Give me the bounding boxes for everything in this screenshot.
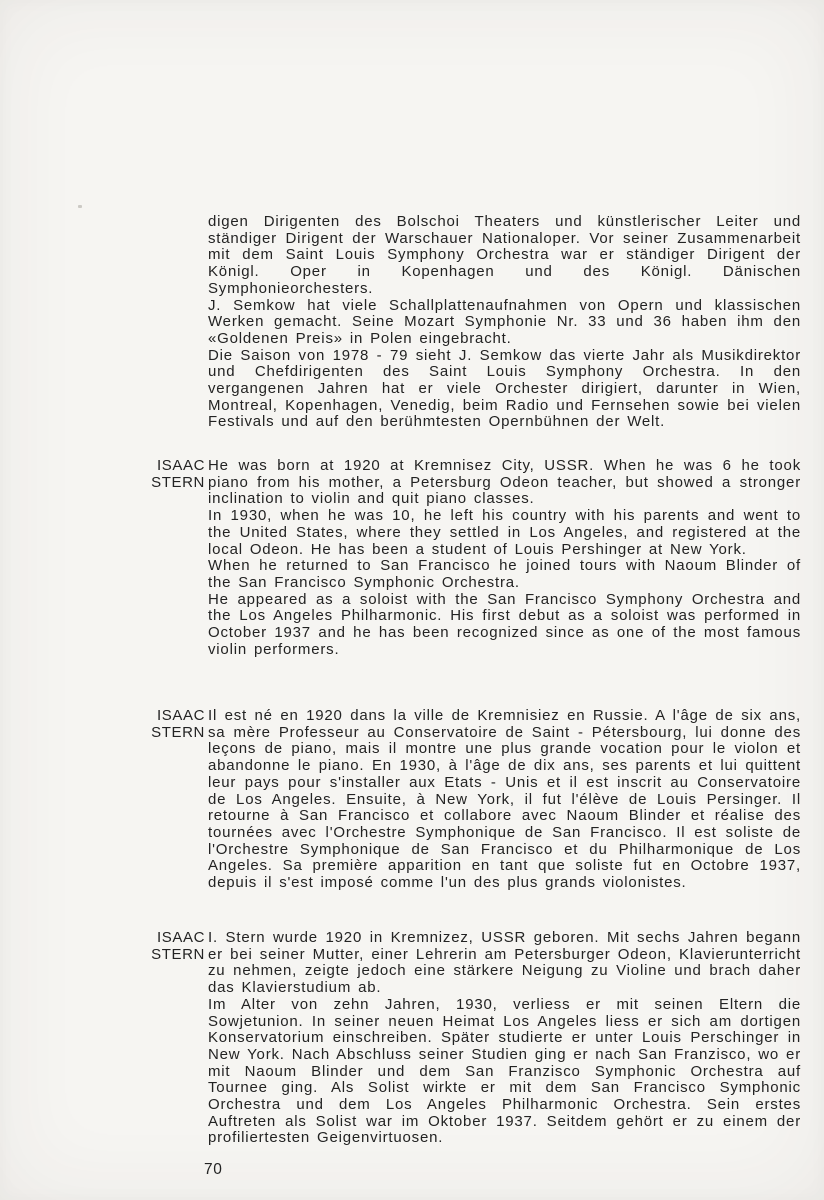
- section-semkow-german: [145, 214, 801, 431]
- bio-text-column: [208, 214, 801, 431]
- section-stern-english: [145, 458, 801, 658]
- bio-paragraph: He appeared as a soloist with the San Francisco Symphony Orchestra and the Los Angeles Philharmonic. His first debut as a soloist was performed in October 1937 and he has been recognized since as one of the most famous violin performers.: [208, 590, 801, 658]
- bio-text-column: [208, 930, 801, 1147]
- bio-paragraph: I. Stern wurde 1920 in Kremnizez, USSR geboren. Mit sechs Jahren begann er bei seiner Mutter, einer Lehrerin am Petersburger Odeon, Klavierunterricht zu nehmen, zeigte jedoch eine stärkere Neigung zu Violine und brach daher das Klavierstudium ab.: [208, 929, 801, 997]
- bio-paragraph: When he returned to San Francisco he joined tours with Naoum Blinder of the San Francisco Symphonic Orchestra.: [208, 557, 801, 591]
- page-number: 70: [204, 1161, 223, 1178]
- artist-label: ISAAC STERN: [151, 707, 205, 741]
- artist-label: ISAAC STERN: [151, 929, 205, 963]
- bio-paragraph: He was born at 1920 at Kremnisez City, USSR. When he was 6 he took piano from his mother, a Petersburg Odeon teacher, but showed a stronger inclination to violin and quit piano classes.: [208, 457, 801, 508]
- artist-label: ISAAC STERN: [151, 457, 205, 491]
- bio-paragraph: In 1930, when he was 10, he left his country with his parents and went to the United States, where they settled in Los Angeles, and registered at the local Odeon. He has been a student of Louis Pershinger at New York.: [208, 507, 801, 558]
- bio-paragraph: J. Semkow hat viele Schallplattenaufnahmen von Opern und klassischen Werken gemacht. Seine Mozart Symphonie Nr. 33 und 36 haben ihm den «Goldenen Preis» in Polen eingebracht.: [208, 296, 801, 347]
- scan-speck: [78, 205, 82, 208]
- bio-text-column: [208, 458, 801, 658]
- bio-text-column: [208, 708, 801, 892]
- bio-paragraph: digen Dirigenten des Bolschoi Theaters und künstlerischer Leiter und ständiger Dirigent der Warschauer Nationaloper. Vor seiner Zusammenarbeit mit dem Saint Louis Symphony Orchestra war er ständiger Dirigent der Königl. Oper in Kopenhagen und des Königl. Dänischen Symphonieorchesters.: [208, 213, 801, 297]
- bio-paragraph: Die Saison von 1978 - 79 sieht J. Semkow das vierte Jahr als Musikdirektor und Chefdirigenten des Saint Louis Symphony Orchestra. In den vergangenen Jahren hat er viele Orchester dirigiert, darunter in Wien, Montreal, Kopenhagen, Venedig, beim Radio und Fernsehen sowie bei vielen Festivals und auf den berühmtesten Opernbühnen der Welt.: [208, 346, 801, 431]
- bio-paragraph: Im Alter von zehn Jahren, 1930, verliess er mit seinen Eltern die Sowjetunion. In seiner neuen Heimat Los Angeles liess er sich am dortigen Konservatorium einschreiben. Später studierte er unter Louis Perschinger in New York. Nach Abschluss seiner Studien ging er nach San Franzisco, wo er mit Naoum Blinder und dem San Franzisco Symphonic Orchestra auf Tournee ging. Als Solist wirkte er mit dem San Francisco Symphonic Orchestra und dem Los Angeles Philharmonic Orchestra. Sein erstes Auftreten als Solist war im Oktober 1937. Seitdem gehört er zu einem der profiliertesten Geigenvirtuosen.: [208, 995, 801, 1147]
- section-stern-french: [145, 708, 801, 892]
- bio-paragraph: Il est né en 1920 dans la ville de Kremnisiez en Russie. A l'âge de six ans, sa mère Professeur au Conservatoire de Saint - Pétersbourg, lui donne des leçons de piano, mais il montre une plus grande vocation pour le violon et abandonne le piano. En 1930, à l'âge de dix ans, ses parents et lui quittent leur pays pour s'installer aux Etats - Unis et il est inscrit au Conservatoire de Los Angeles. Ensuite, à New York, il fut l'élève de Louis Persinger. Il retourne à San Francisco et collabore avec Naoum Blinder et réalise des tournées avec l'Orchestre Symphonique de San Francisco. Il est soliste de l'Orchestre Symphonique de San Francisco et du Philharmonique de Los Angeles. Sa première apparition en tant que soliste fut en Octobre 1937, depuis il s'est imposé comme l'un des plus grands violonistes.: [208, 707, 801, 892]
- section-stern-german: [145, 930, 801, 1147]
